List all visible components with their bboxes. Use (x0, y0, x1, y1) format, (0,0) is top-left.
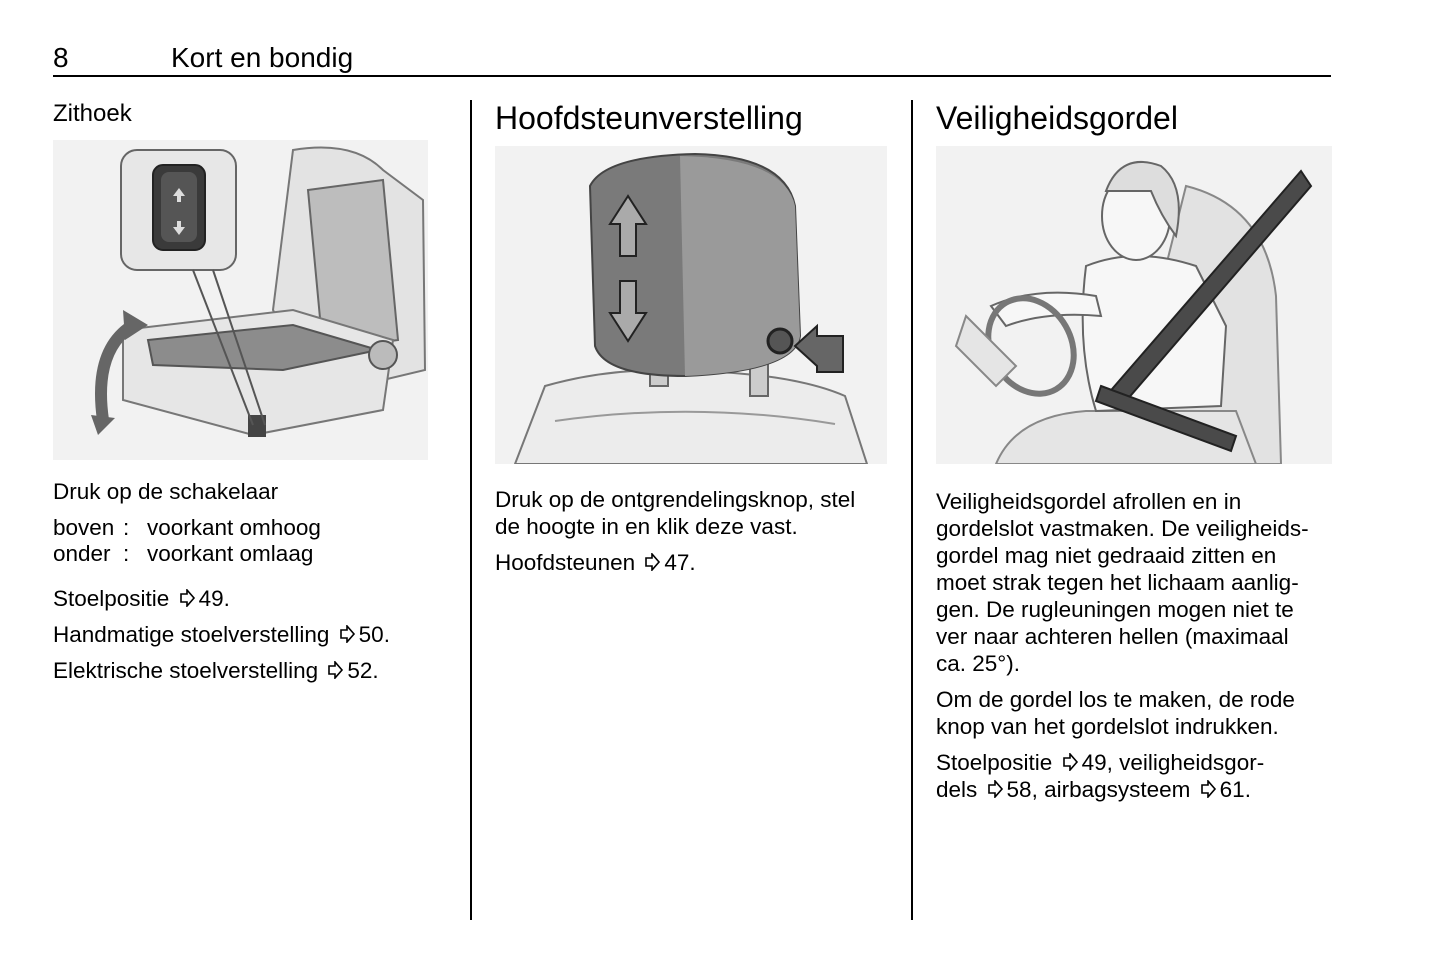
seatbelt-release-line: Om de gordel los te maken, de rode (936, 687, 1295, 712)
reference-line-1[interactable] (936, 749, 1336, 776)
switch-key: boven (53, 515, 115, 540)
subheading-seat-angle: Zithoek (53, 100, 132, 127)
reference-text: dels (936, 777, 978, 802)
seatbelt-body-line: ca. 25°). (936, 651, 1021, 676)
seatbelt-release-line: knop van het gordelslot indrukken. (936, 714, 1279, 739)
section-title: Kort en bondig (171, 42, 354, 73)
seatbelt-body-line: gen. De rugleuningen mogen niet te (936, 597, 1294, 622)
page-reference-arrow-icon (643, 553, 661, 571)
page-reference-arrow-icon (986, 780, 1004, 798)
reference-page: 49, veiligheidsgor- (1081, 750, 1265, 775)
reference-page: 52. (347, 658, 379, 683)
seatbelt-illustration (936, 146, 1332, 464)
page-reference-arrow-icon (178, 589, 196, 607)
reference-headrests[interactable] (495, 549, 895, 576)
header-rule (53, 75, 1331, 77)
seatbelt-body-line: Veiligheidsgordel afrollen en in (936, 489, 1242, 514)
switch-row-up (53, 515, 443, 541)
page-reference-arrow-icon (1061, 753, 1079, 771)
switch-key: onder (53, 541, 111, 566)
reference-text: Stoelpositie (936, 750, 1053, 775)
switch-separator: : (123, 541, 130, 566)
seatbelt-body-line: gordel mag niet gedraaid zitten en (936, 543, 1277, 568)
column-seatbelt (936, 96, 1336, 803)
switch-value: voorkant omhoog (147, 515, 321, 540)
reference-electric-seat[interactable] (53, 657, 443, 684)
page-reference-arrow-icon (1199, 780, 1217, 798)
reference-seat-position[interactable] (53, 585, 443, 612)
page-reference-arrow-icon (338, 625, 356, 643)
reference-page: 58, airbagsysteem (1006, 777, 1191, 802)
switch-separator: : (123, 515, 130, 540)
seatbelt-body-line: moet strak tegen het lichaam aanlig- (936, 570, 1299, 595)
switch-row-down (53, 541, 443, 567)
reference-page: 61. (1219, 777, 1251, 802)
reference-page: 49. (198, 586, 230, 611)
headrest-illustration (495, 146, 887, 464)
page-number: 8 (53, 42, 69, 73)
heading-seatbelt: Veiligheidsgordel (936, 100, 1178, 136)
column-divider (911, 100, 913, 920)
heading-headrest: Hoofdsteunverstelling (495, 100, 803, 136)
seatbelt-body-line: gordelslot vastmaken. De veiligheids- (936, 516, 1309, 541)
page-reference-arrow-icon (326, 661, 344, 679)
reference-page: 47. (664, 550, 696, 575)
reference-text: Hoofdsteunen (495, 550, 636, 575)
reference-page: 50. (358, 622, 390, 647)
reference-text: Stoelpositie (53, 586, 170, 611)
reference-text: Elektrische stoelverstelling (53, 658, 319, 683)
reference-text: Handmatige stoelverstelling (53, 622, 330, 647)
reference-line-2[interactable] (936, 776, 1336, 803)
headrest-body-line: Druk op de ontgrendelingsknop, stel (495, 487, 856, 512)
switch-value: voorkant omlaag (147, 541, 314, 566)
column-seat-angle (53, 96, 443, 684)
reference-manual-seat[interactable] (53, 621, 443, 648)
seat-illustration (53, 140, 428, 460)
column-headrest (495, 96, 895, 576)
column-divider (470, 100, 472, 920)
seatbelt-body-line: ver naar achteren hellen (maximaal (936, 624, 1289, 649)
headrest-body-line: de hoogte in en klik deze vast. (495, 514, 798, 539)
switch-intro: Druk op de schakelaar (53, 479, 279, 504)
